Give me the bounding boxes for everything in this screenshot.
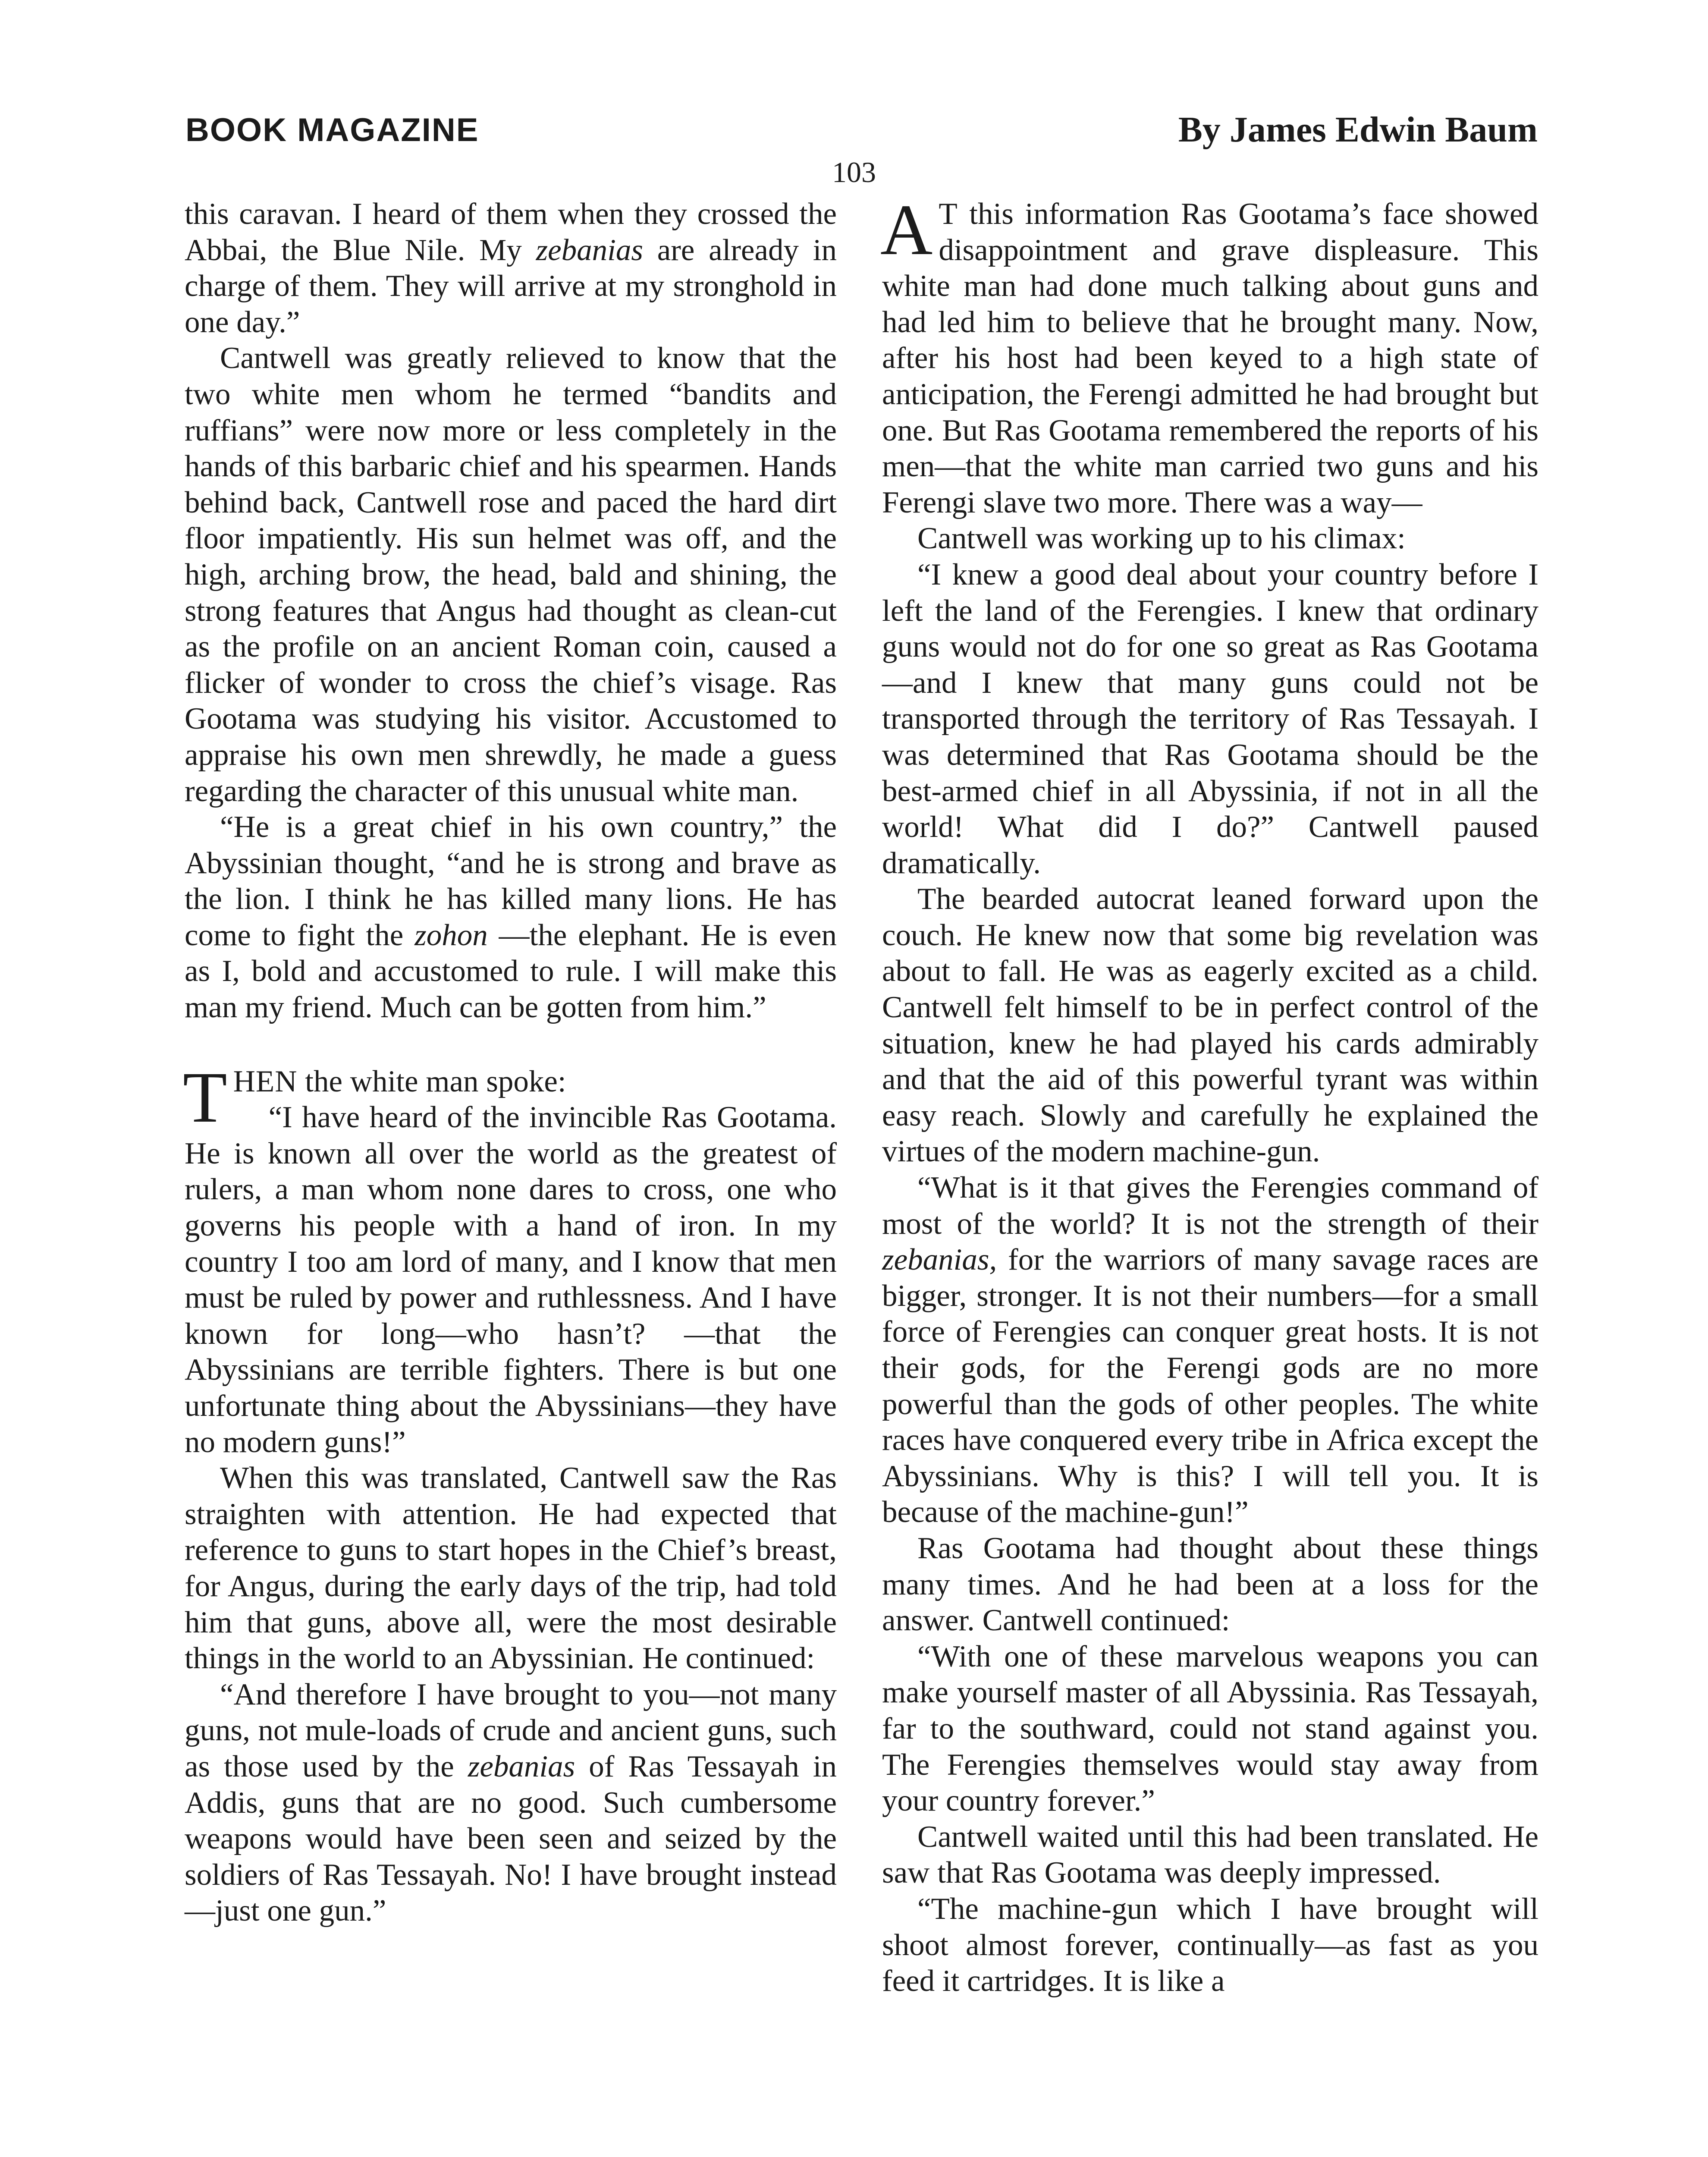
paragraph: [185, 809, 837, 1026]
paragraph: [882, 521, 1538, 557]
page-number: 103: [832, 156, 876, 189]
text-run: Cantwell was greatly relieved to know that the two white men whom he termed “bandits and ruffians” were now more or less completely in the hands of this barbaric chief and his spearmen. Hands behind back, Cantwell rose and paced the hard dirt floor impatiently. His sun helmet was off, and the high, arching brow, the head, bald and shining, the strong features that Angus had thought as clean-cut as the profile on an ancient Roman coin, caused a flicker of wonder to cross the chief’s visage. Ras Gootama was studying his visitor. Accustomed to appraise his own men shrewdly, he made a guess regarding the character of this unusual white man.: [185, 341, 837, 808]
paragraph: [882, 881, 1538, 1170]
text-run: this caravan. I heard of them when they crossed the Abbai, the Blue Nile. My: [185, 197, 837, 267]
paragraph: [882, 1819, 1538, 1891]
italic-term: zebanias,: [882, 1243, 997, 1277]
paragraph: [185, 1100, 837, 1460]
text-run: “The machine-gun which I have brought will shoot almost forever, continually—as fast as you feed it cartridges. It is like a: [882, 1892, 1538, 1998]
italic-term: zebanias: [536, 233, 643, 267]
paragraph: [183, 1057, 837, 1138]
paragraph: [185, 1460, 837, 1677]
paragraph: [185, 1677, 837, 1929]
text-run: —the elephant. He is even as I, bold and accustomed to rule. I will make this man my friend. Much can be gotten from him.”: [185, 918, 837, 1025]
text-run: are already in charge of them. They will arrive at my stronghold in one day.”: [185, 233, 837, 339]
author-byline: By James Edwin Baum: [1178, 110, 1538, 150]
paragraph: [882, 1639, 1538, 1819]
italic-term: zebanias: [468, 1749, 575, 1783]
italic-term: zohon: [414, 918, 488, 952]
drop-cap: T: [183, 1057, 227, 1138]
text-run: “With one of these marvelous weapons you can make yourself master of all Abyssinia. Ras Tessayah, far to the southward, could not stand against you. The Ferengies themselves would stay away from your country forever.”: [882, 1639, 1538, 1818]
left-column: [185, 196, 837, 1929]
paragraph: [882, 1531, 1538, 1639]
paragraph: [185, 340, 837, 809]
text-run: “I have heard of the invincible Ras Gootama. He is known all over the world as the greatest of rulers, a man whom none dares to cross, one who governs his people with a hand of iron. In my country I too am lord of many, and I know that men must be ruled by power and ruthlessness. And I have known for long—who hasn’t? —that the Abyssinians are terrible fighters. There is but one unfortunate thing about the Abyssinians—they have no modern guns!”: [185, 1101, 837, 1459]
text-run: When this was translated, Cantwell saw the Ras straighten with attention. He had expected that reference to guns to start hopes in the Chief’s breast, for Angus, during the early days of the trip, had told him that guns, above all, were the most desirable things in the world to an Abyssinian. He continued:: [185, 1461, 837, 1676]
text-run: of Ras Tessayah in Addis, guns that are no good. Such cumbersome weapons would have been seen and seized by the soldiers of Ras Tessayah. No! I have brought instead—just one gun.”: [185, 1749, 837, 1928]
text-run: Cantwell waited until this had been translated. He saw that Ras Gootama was deeply impressed.: [882, 1820, 1538, 1890]
text-run: the white man spoke:: [297, 1064, 566, 1098]
text-run: for the warriors of many savage races are bigger, stronger. It is not their numbers—for a small force of Ferengies can conquer great hosts. It is not their gods, for the Ferengi gods are no more powerful than the gods of other peoples. The white races have conquered every tribe in Africa except the Abyssinians. Why is this? I will tell you. It is because of the machine-gun!”: [882, 1243, 1538, 1529]
paragraph: [882, 1891, 1538, 2000]
text-run: “What is it that gives the Ferengies command of most of the world? It is not the strength of their: [882, 1171, 1538, 1241]
paragraph: [185, 196, 837, 340]
text-run: “I knew a good deal about your country before I left the land of the Ferengies. I knew that ordinary guns would not do for one so great as Ras Gootama—and I knew that many guns could not be transported through the territory of Ras Tessayah. I was determined that Ras Gootama should be the best-armed chief in all Abyssinia, if not in all the world! What did I do?” Cantwell paused dramatically.: [882, 557, 1538, 880]
lead-in: T: [939, 197, 958, 231]
text-run: “He is a great chief in his own country,” the Abyssinian thought, “and he is strong and brave as the lion. I think he has killed many lions. He has come to fight the: [185, 810, 837, 952]
text-run: The bearded autocrat leaned forward upon the couch. He knew now that some big revelation was about to fall. He was as eagerly excited as a child. Cantwell felt himself to be in perfect control of the situation, knew he had played his cards admirably and that the aid of this powerful tyrant was within easy reach. Slowly and carefully he explained the virtues of the modern machine-gun.: [882, 882, 1538, 1169]
right-column: [880, 190, 1538, 2000]
paragraph: [882, 557, 1538, 881]
lead-in: HEN: [233, 1064, 298, 1098]
text-run: Cantwell was working up to his climax:: [917, 522, 1406, 556]
drop-cap: A: [880, 190, 933, 270]
text-run: Ras Gootama had thought about these things many times. And he had been at a loss for the answer. Cantwell continued:: [882, 1531, 1538, 1638]
magazine-title: BOOK MAGAZINE: [185, 112, 479, 148]
paragraph: [882, 1170, 1538, 1531]
text-run: this information Ras Gootama’s face showed disappointment and grave displeasure. This white man had done much talking about guns and had led him to believe that he brought many. Now, after his host had been keyed to a high state of anticipation, the Ferengi admitted he had brought but one. But Ras Gootama remembered the reports of his men—that the white man carried two guns and his Ferengi slave two more. There was a way—: [882, 197, 1538, 519]
text-run: “And therefore I have brought to you—not many guns, not mule-loads of crude and ancient guns, such as those used by the: [185, 1677, 837, 1783]
paragraph: [880, 190, 1538, 521]
